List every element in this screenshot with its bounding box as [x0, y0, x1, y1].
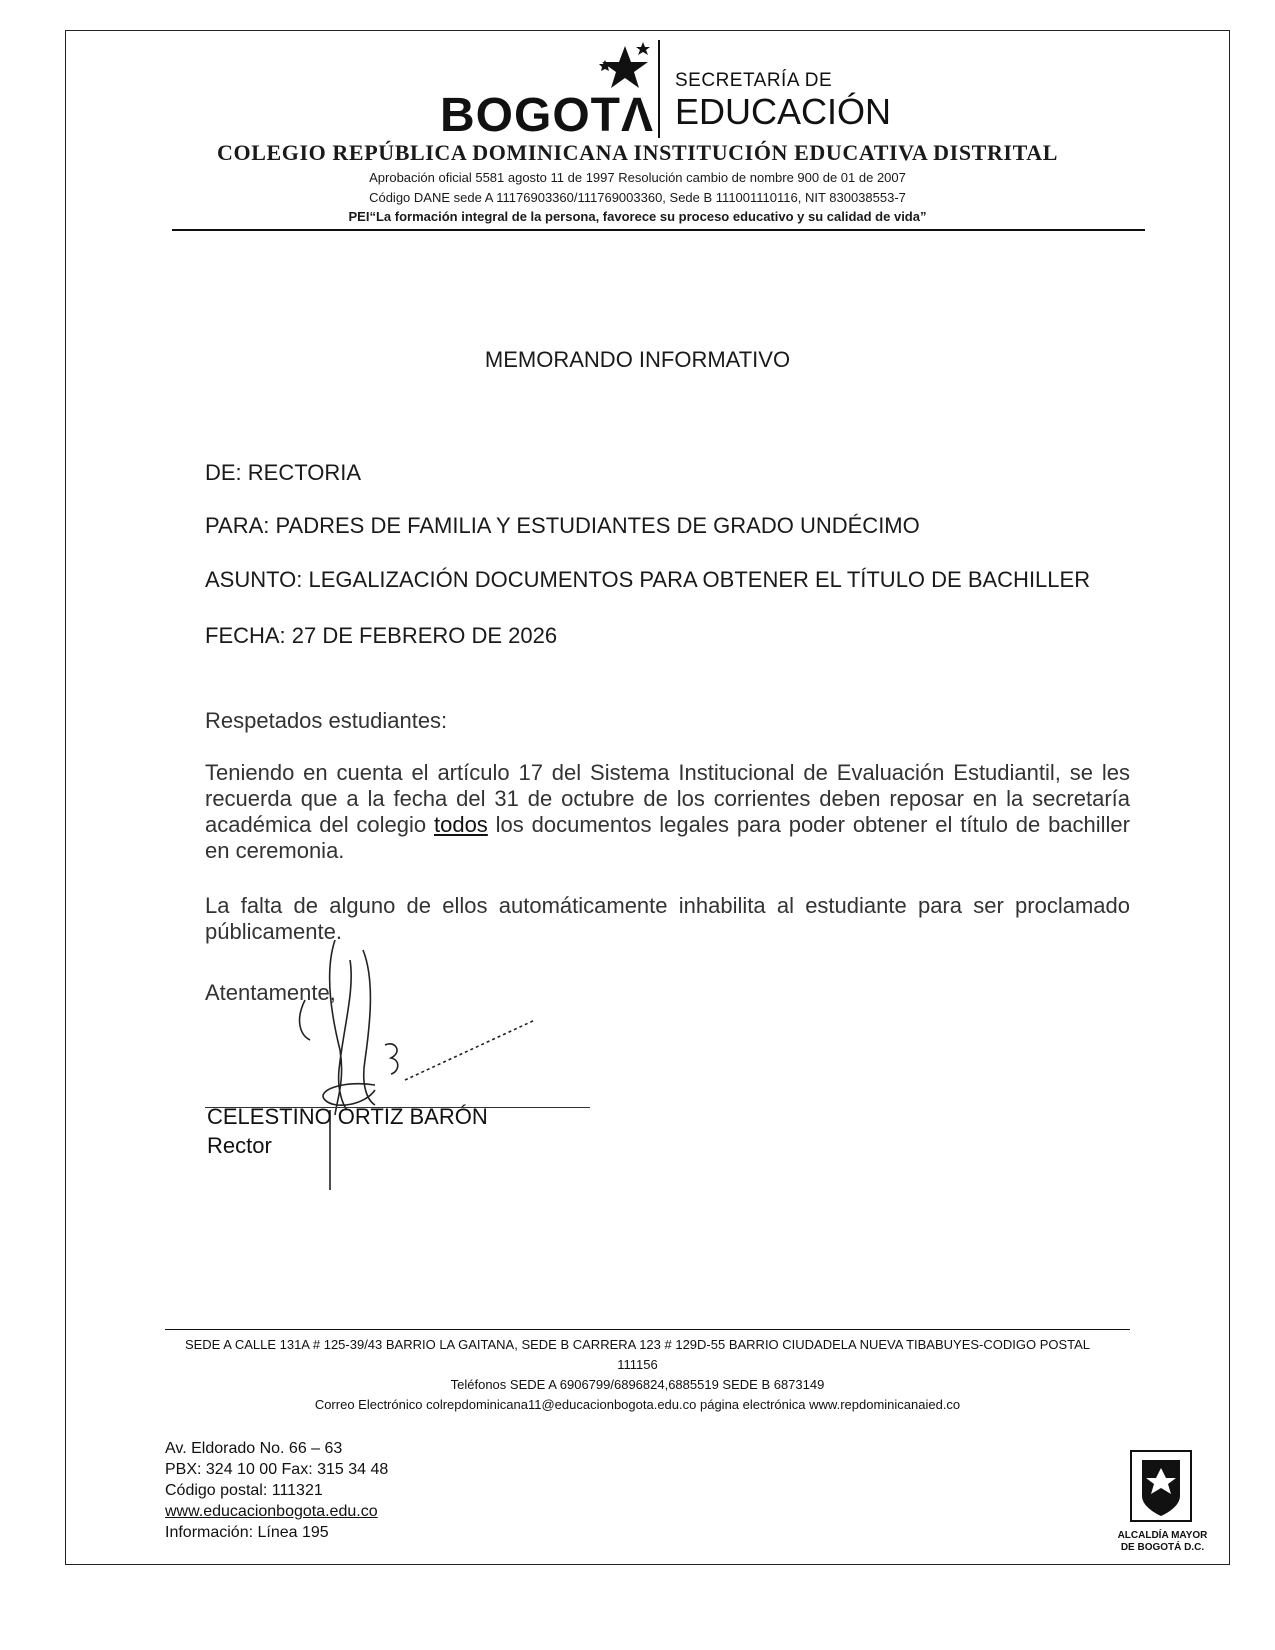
greeting: Respetados estudiantes: [205, 708, 448, 733]
pbx: PBX: 324 10 00 Fax: 315 34 48 [165, 1461, 389, 1478]
educacion-label: EDUCACIÓN [675, 91, 892, 132]
body-paragraph-1 [205, 760, 1130, 864]
signature-icon [295, 940, 555, 1190]
footer-contact [0, 1397, 1275, 1412]
school-name: COLEGIO REPÚBLICA DOMINICANA INSTITUCIÓN EDUCATIVA DISTRITAL [217, 140, 1058, 165]
memo-to: PARA: PADRES DE FAMILIA Y ESTUDIANTES DE GRADO UNDÉCIMO [205, 513, 920, 538]
body-paragraph-2: La falta de alguno de ellos automáticamente inhabilita al estudiante para ser proclamado públicamente. [205, 893, 1130, 944]
web-link[interactable]: www.repdominicanaied.co [809, 1397, 961, 1412]
website-link[interactable]: www.educacionbogota.edu.co [165, 1503, 378, 1520]
footer-sedes: SEDE A CALLE 131A # 125-39/43 BARRIO LA GAITANA, SEDE B CARRERA 123 # 129D-55 BARRIO CIUDADELA NUEVA TIBABUYES-CODIGO POSTAL [184, 1337, 1091, 1352]
approval-line: Aprobación oficial 5581 agosto 11 de 1997 Resolución cambio de nombre 900 de 01 de 2007 [369, 170, 906, 185]
body-text: Teniendo en cuenta el artículo 17 del Sistema Institucional de Evaluación Estudiantil, se les recuerda que a la fecha del 31 de octubre de los corrientes deben reposar en la secretaría académica del colegio [205, 760, 1130, 837]
pei-line: PEI“La formación integral de la persona, favorece su proceso educativo y su calidad de vida” [348, 209, 927, 224]
footer-phones: Teléfonos SEDE A 6906799/6896824,6885519 SEDE B 6873149 [450, 1377, 825, 1392]
memo-date: FECHA: 27 DE FEBRERO DE 2026 [205, 623, 558, 648]
bogota-logo [440, 40, 892, 142]
postal-code: Código postal: 111321 [165, 1482, 323, 1499]
body-emphasis: todos [433, 812, 488, 837]
email-link[interactable]: colrepdominicana11@educacionbogota.edu.co [426, 1397, 697, 1412]
alcaldia-line1: ALCALDÍA MAYOR [1117, 1530, 1208, 1541]
address: Av. Eldorado No. 66 – 63 [165, 1440, 343, 1457]
footer-postal-code: 111156 [617, 1357, 658, 1372]
email-label: Correo Electrónico [314, 1397, 423, 1412]
memo-title: MEMORANDO INFORMATIVO [484, 347, 791, 372]
signer-role: Rector [207, 1133, 272, 1158]
secretaria-label: SECRETARÍA DE [675, 70, 833, 91]
coat-of-arms-icon [1128, 1448, 1194, 1524]
footer-rule [165, 1329, 1130, 1330]
bogota-wordmark: BOGOTΛ [440, 89, 655, 142]
alcaldia-line2: DE BOGOTÁ D.C. [1120, 1542, 1205, 1553]
dane-line: Código DANE sede A 11176903360/111769003360, Sede B 111001110116, NIT 830038553-7 [369, 190, 906, 205]
memo-subject: ASUNTO: LEGALIZACIÓN DOCUMENTOS PARA OBTENER EL TÍTULO DE BACHILLER [205, 567, 1091, 592]
web-label: página electrónica [699, 1397, 806, 1412]
header-rule [172, 229, 1145, 231]
body-text: los documentos legales para poder obtener el título de bachiller en ceremonia. [205, 812, 1130, 863]
logo-divider [658, 40, 660, 138]
memo-from: DE: RECTORIA [205, 460, 362, 485]
signer-name: CELESTINO ORTIZ BARÓN [207, 1104, 488, 1129]
info-line: Información: Línea 195 [165, 1524, 329, 1541]
closing: Atentamente, [205, 980, 336, 1005]
